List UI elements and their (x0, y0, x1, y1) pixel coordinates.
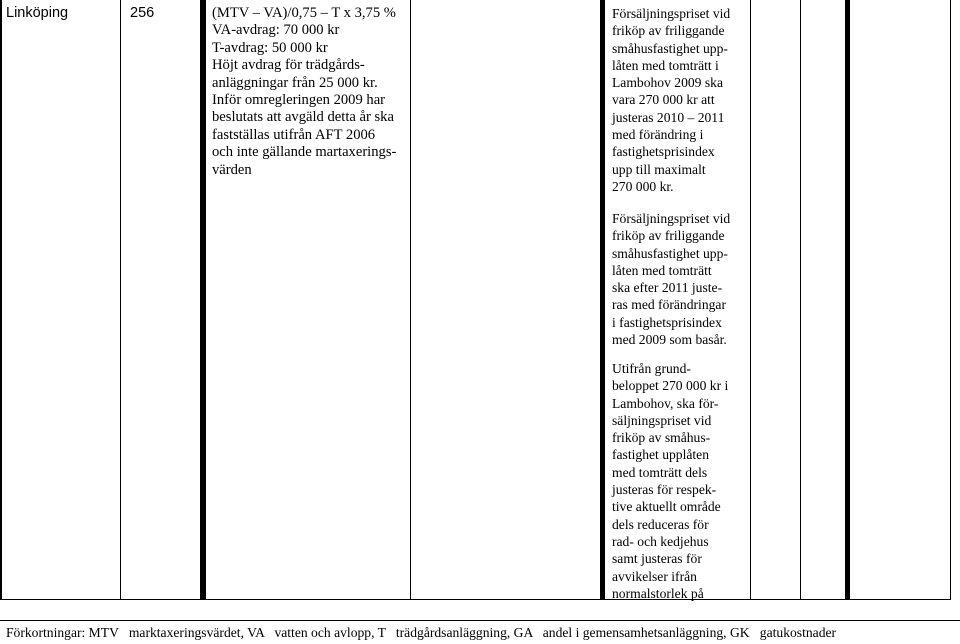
column-divider-5 (750, 0, 751, 600)
column-divider-1 (120, 0, 121, 600)
text-line: småhusfastighet upp- (612, 245, 728, 261)
text-line: ska efter 2011 juste- (612, 280, 723, 296)
text-line: Lambohov 2009 ska (612, 75, 724, 91)
text-line: justeras för respek- (612, 482, 717, 498)
text-line: friköp av friliggande (612, 228, 725, 244)
text-line: fastighetsprisindex (612, 144, 715, 160)
text-line: tive aktuellt område (612, 499, 721, 515)
text-line: Försäljningspriset vid (612, 211, 731, 226)
calculation-line: anläggningar från 25 000 kr. (212, 74, 378, 91)
text-line: fastighet upplåten (612, 447, 710, 463)
text-line: Utifrån grund- (612, 361, 691, 376)
text-line: Försäljningspriset vid (612, 6, 731, 21)
calculation-line: beslutats att avgäld detta år ska (212, 109, 394, 126)
calculation-line: fastställas utifrån AFT 2006 (212, 126, 376, 143)
text-line: småhusfastighet upp- (612, 40, 728, 56)
abbreviations-footer: Förkortningar: MTV marktaxeringsvärdet, VA vatten och avlopp, T trädgårdsanläggning, GA andel i gemensamhetsanläggning, GK gatukostnader (6, 625, 837, 640)
column-divider-4 (600, 0, 605, 600)
calculation-line: och inte gällande martaxerings- (212, 144, 397, 161)
column-divider-8 (950, 0, 951, 600)
text-line: vara 270 000 kr att (612, 92, 715, 108)
municipality-cell: Linköping (6, 5, 69, 21)
table-bottom-border (0, 599, 951, 600)
column-divider-7 (845, 0, 850, 600)
text-line: ras med förändringar (612, 297, 726, 313)
text-line: beloppet 270 000 kr i (612, 378, 729, 394)
calculation-cell (212, 5, 402, 179)
sale-price-paragraph-1 (612, 5, 748, 195)
text-line: dels reduceras för (612, 516, 709, 532)
calculation-line: T-avdrag: 50 000 kr (212, 39, 328, 56)
column-divider-6 (800, 0, 801, 600)
text-line: 270 000 kr. (612, 178, 674, 194)
calculation-line: VA-avdrag: 70 000 kr (212, 22, 340, 39)
text-line: med förändring i (612, 127, 704, 143)
text-line: normalstorlek på (612, 585, 704, 601)
text-line: med tomträtt dels (612, 464, 708, 480)
text-line: låten med tomträtt (612, 262, 712, 278)
text-line: med 2009 som basår. (612, 332, 727, 348)
column-divider-2 (200, 0, 206, 600)
text-line: friköp av friliggande (612, 23, 725, 39)
footer-rule (0, 620, 960, 621)
text-line: upp till maximalt (612, 161, 706, 177)
column-divider-3 (410, 0, 411, 600)
text-line: rad- och kedjehus (612, 533, 709, 549)
text-line: säljningspriset vid (612, 412, 712, 428)
calculation-line: Höjt avdrag för trädgårds- (212, 57, 365, 74)
calculation-line: värden (212, 161, 252, 178)
text-line: friköp av småhus- (612, 430, 711, 446)
text-line: samt justeras för (612, 551, 702, 567)
table-border-left (0, 0, 2, 600)
calculation-line: Inför omregleringen 2009 har (212, 92, 386, 109)
text-line: justeras 2010 – 2011 (612, 109, 725, 125)
calculation-line: (MTV – VA)/0,75 – T x 3,75 % (212, 5, 396, 21)
text-line: Lambohov, ska för- (612, 395, 719, 411)
number-cell: 256 (130, 5, 155, 21)
sale-price-paragraph-2 (612, 210, 748, 348)
sale-price-paragraph-3 (612, 360, 748, 602)
text-line: avvikelser ifrån (612, 568, 697, 584)
text-line: i fastighetsprisindex (612, 314, 722, 330)
text-line: låten med tomträtt i (612, 57, 719, 73)
